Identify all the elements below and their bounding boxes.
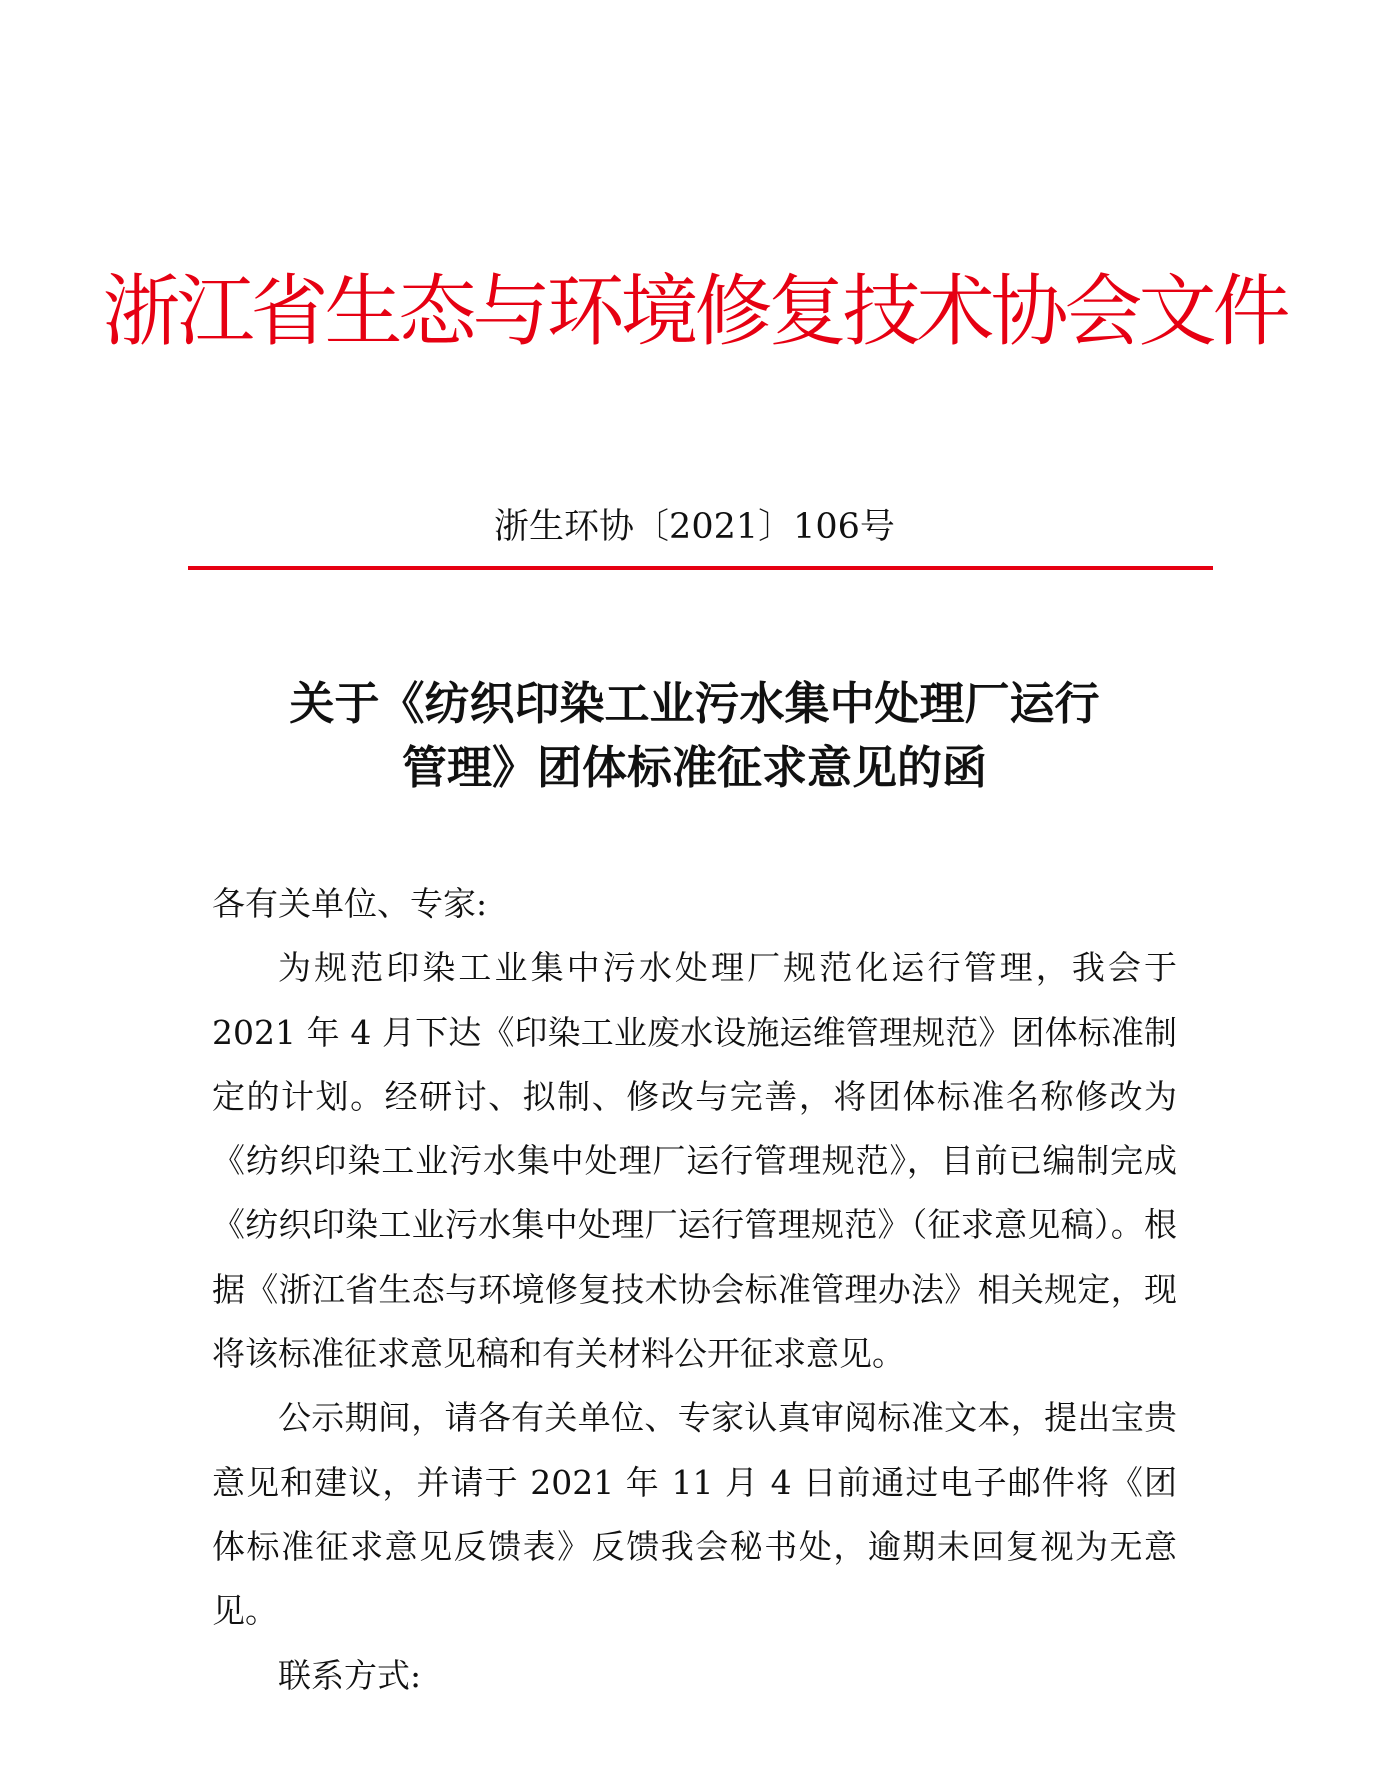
- body-paragraph-2: 公示期间，请各有关单位、专家认真审阅标准文本，提出宝贵意见和建议，并请于 2021 年 11 月 4 日前通过电子邮件将《团体标准征求意见反馈表》反馈我会秘书处，逾期未回复视为无意见。: [212, 1398, 1177, 1631]
- red-divider-rule: [188, 566, 1213, 570]
- letter-title-line-1: 关于《纺织印染工业污水集中处理厂运行: [289, 677, 1100, 730]
- letter-body: [212, 872, 1177, 1708]
- salutation: 各有关单位、专家:: [212, 884, 488, 923]
- contact-label: 联系方式:: [278, 1655, 422, 1695]
- organization-header-title: 浙江省生态与环境修复技术协会文件: [102, 267, 1287, 357]
- letter-title-line-2: 管理》团体标准征求意见的函: [401, 741, 987, 794]
- body-paragraph-1: 为规范印染工业集中污水处理厂规范化运行管理，我会于 2021 年 4 月下达《印染工业废水设施运维管理规范》团体标准制定的计划。经研讨、拟制、修改与完善，将团体标准名称修改为《纺织印染工业污水集中处理厂运行管理规范》，目前已编制完成《纺织印染工业污水集中处理厂运行管理规范》（征求意见稿）。根据《浙江省生态与环境修复技术协会标准管理办法》相关规定，现将该标准征求意见稿和有关材料公开征求意见。: [212, 948, 1177, 1374]
- document-number: 浙生环协〔2021〕106号: [494, 507, 895, 547]
- letter-title: [0, 672, 1389, 800]
